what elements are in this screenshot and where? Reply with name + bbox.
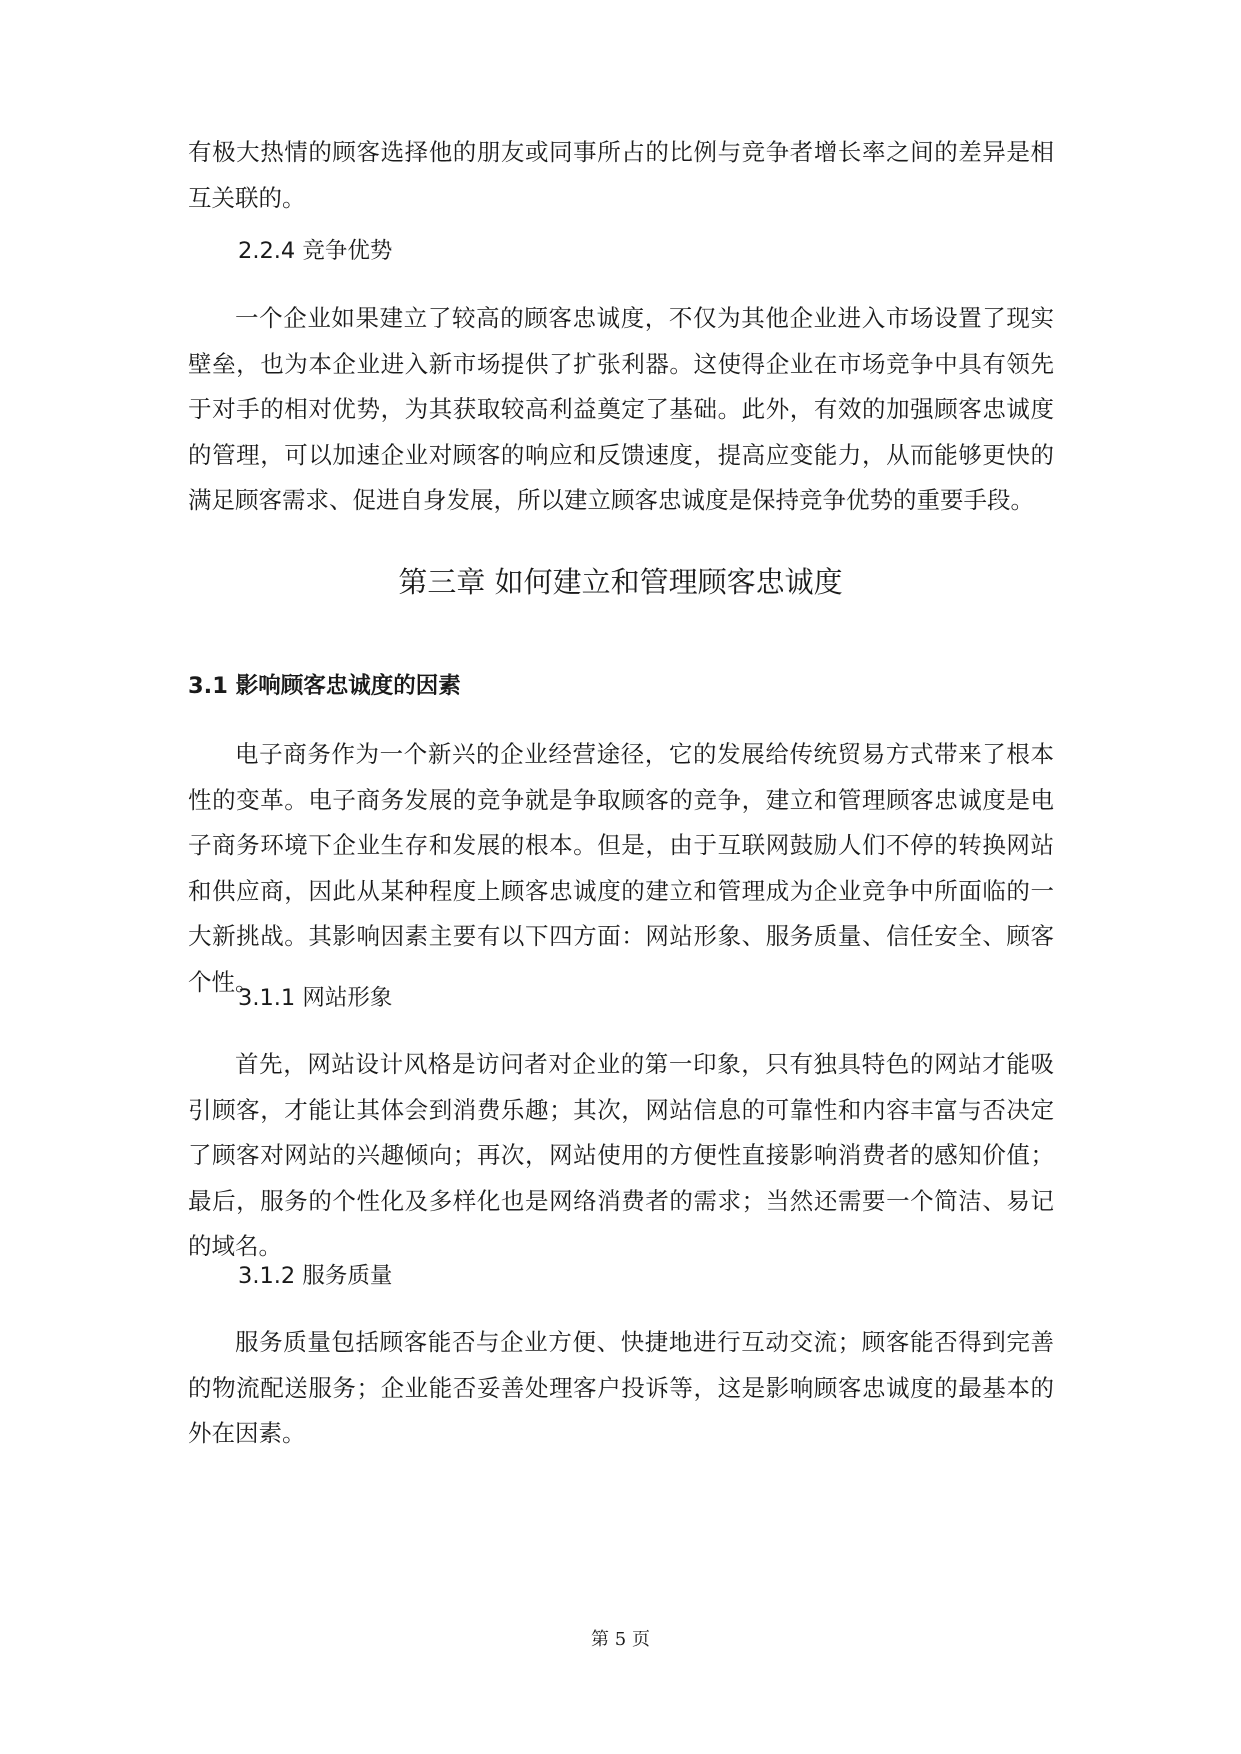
section-3-1-heading: 3.1 影响顾客忠诚度的因素 xyxy=(188,673,461,699)
section-3-1-paragraph: 电子商务作为一个新兴的企业经营途径，它的发展给传统贸易方式带来了根本性的变革。电子商务发展的竞争就是争取顾客的竞争，建立和管理顾客忠诚度是电子商务环境下企业生存和发展的根本。但是，由于互联网鼓励人们不停的转换网站和供应商，因此从某种程度上顾客忠诚度的建立和管理成为企业竞争中所面临的一大新挑战。其影响因素主要有以下四方面：网站形象、服务质量、信任安全、顾客个性。 xyxy=(188,740,1054,996)
continuation-paragraph-block xyxy=(188,130,1054,221)
section-2-2-4-heading: 2.2.4 竞争优势 xyxy=(238,238,393,264)
section-3-1-1-body xyxy=(188,1042,1054,1270)
section-3-1-2-heading: 3.1.2 服务质量 xyxy=(238,1263,393,1289)
section-3-1-2-body xyxy=(188,1320,1054,1457)
section-3-1-2-paragraph: 服务质量包括顾客能否与企业方便、快捷地进行互动交流；顾客能否得到完善的物流配送服务；企业能否妥善处理客户投诉等，这是影响顾客忠诚度的最基本的外在因素。 xyxy=(188,1328,1054,1447)
section-3-1-1-paragraph: 首先，网站设计风格是访问者对企业的第一印象，只有独具特色的网站才能吸引顾客，才能让其体会到消费乐趣；其次，网站信息的可靠性和内容丰富与否决定了顾客对网站的兴趣倾向；再次，网站使用的方便性直接影响消费者的感知价值；最后，服务的个性化及多样化也是网络消费者的需求；当然还需要一个简洁、易记的域名。 xyxy=(188,1050,1054,1260)
continuation-paragraph: 有极大热情的顾客选择他的朋友或同事所占的比例与竞争者增长率之间的差异是相互关联的。 xyxy=(188,138,1054,212)
chapter-title: 第三章 如何建立和管理顾客忠诚度 xyxy=(398,565,843,599)
section-3-1-body xyxy=(188,732,1054,1005)
page-number: 第 5 页 xyxy=(591,1629,650,1650)
section-2-2-4-body xyxy=(188,296,1054,524)
section-3-1-1-heading: 3.1.1 网站形象 xyxy=(238,985,393,1011)
section-2-2-4-paragraph: 一个企业如果建立了较高的顾客忠诚度，不仅为其他企业进入市场设置了现实壁垒，也为本企业进入新市场提供了扩张利器。这使得企业在市场竞争中具有领先于对手的相对优势，为其获取较高利益奠定了基础。此外，有效的加强顾客忠诚度的管理，可以加速企业对顾客的响应和反馈速度，提高应变能力，从而能够更快的满足顾客需求、促进自身发展，所以建立顾客忠诚度是保持竞争优势的重要手段。 xyxy=(188,304,1054,514)
